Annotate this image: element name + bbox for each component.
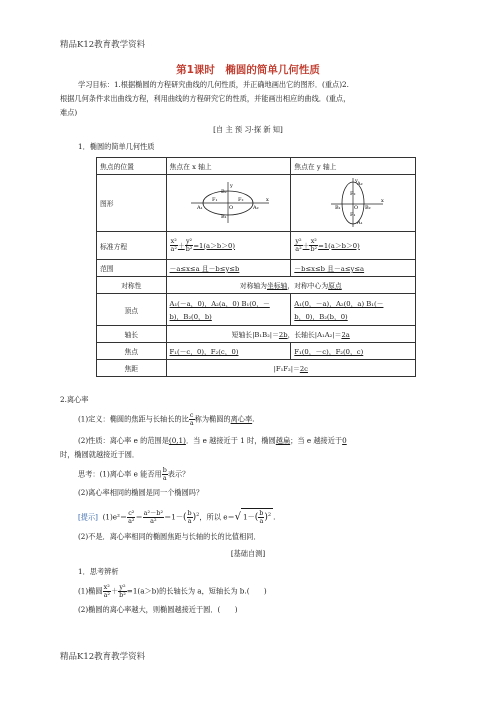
cell-label-figure: 图形 [97,175,167,232]
svg-text:y: y [230,183,234,189]
axis-long: 2a [341,331,350,339]
section-1-heading: 1．椭圆的简单几何性质 [78,142,155,151]
vertices-y-line-2: b，0)，B₂(b，0) [294,313,348,321]
cell-focus-y: F₁(0，－c)，F₂(0，c) [291,343,416,360]
table-row-axis-length [97,326,416,343]
symmetry-middle: ，对称中心为 [287,282,329,290]
table-row-range [97,260,416,277]
property-range: (0,1) [168,436,186,445]
question-1b: (2)椭圆的离心率越大，则椭圆越接近于圆．( ) [78,605,238,614]
cell-focal-distance [166,360,415,377]
think-line-2: (2)离心率相同的椭圆是同一个椭圆吗？ [78,488,204,497]
hint-text-a: (1)e²＝ [102,512,128,522]
cell-range-y: －b≤x≤b 且－a≤y≤a [291,260,416,277]
cell-range-x: －a≤x≤a 且－b≤y≤b [166,260,291,277]
cell-label-focal-distance: 焦距 [97,360,167,377]
axis-middle: ，长轴长|A₁A₂|＝ [287,331,342,339]
hint-text-b: ＝ [135,512,143,522]
lesson-title: 第1课时 椭圆的简单几何性质 [176,64,320,76]
ellipse-x-axis-figure [183,179,273,225]
focal-distance-prefix: |F₁F₂|＝ [273,365,300,373]
definition-text-a: (1)定义：椭圆的焦距与长轴长的比 [78,414,189,424]
page-header: 精品K12教育教学资料 [60,40,146,50]
objectives-line-3: 难点) [60,108,78,117]
definition-term: 离心率 [230,414,253,424]
svg-text:F₁: F₁ [350,212,356,218]
think-line-1: 思考：(1)离心率 e 能否用 $\frac{b}{a}$ 表示？ [78,466,190,482]
svg-text:y: y [355,178,358,184]
cell-label-focus: 焦点 [97,343,167,360]
hint-line-2: (2)不是．离心率相同的椭圆焦距与长轴的长的比值相同． [78,532,261,541]
think-text-b: 表示？ [167,469,190,479]
equation-y-tail: =1(a＞b＞0) [318,241,360,250]
svg-text:A₂: A₂ [357,181,363,187]
preview-heading: [自 主 预 习·探 新 知] [213,125,283,134]
cell-label-vertices: 顶点 [97,294,167,326]
svg-text:B₁: B₁ [335,205,341,211]
cell-label-range: 范围 [97,260,167,277]
svg-text:F₂: F₂ [350,191,356,197]
svg-text:B₁: B₁ [221,214,228,220]
svg-text:A₁: A₁ [357,220,363,226]
property-text-a: (2)性质：离心率 e 的范围是 [78,436,169,445]
symmetry-prefix: 对称轴为 [239,282,267,290]
property-flatter: 越扁 [275,436,291,445]
symmetry-center: 原点 [328,282,342,290]
vertices-y-line-1: A₁(0，－a)，A₂(0，a) B₁(－ [294,300,384,308]
property-text-c: ．当 e 越接近于 1 时，椭圆 [185,436,276,445]
ellipse-properties-table [96,157,416,377]
cell-axis-length [166,326,415,343]
focal-distance-value: 2c [299,365,308,373]
symmetry-axis: 坐标轴 [266,282,288,290]
property-zero: 0 [342,436,347,445]
question-1a: (1)椭圆 $\frac{\text{x²}}{\text{a²}}$ ＋ $\frac{\text{y²}}{\text{b²}}$ =1(a＞b)的长轴长为 a，短轴长为 b.( ) [78,583,267,599]
vertices-x-line-1: A₁(－a，0)，A₂(a，0) B₁(0，－ [169,300,270,308]
ellipse-y-axis-figure [313,176,393,228]
hint-text-d: ，所以 e＝ [199,512,235,522]
cell-equation-y: $\frac{\text{y²}}{\text{a²}}$ ＋ $\frac{\text{x²}}{\text{b²}}$ =1(a＞b＞0) [291,232,416,260]
hint-text-e: 1－ [243,512,255,522]
basic-test-heading: [基础自测] [230,549,266,558]
hint-label: [提示] [78,512,98,522]
cell-header-y-axis: 焦点在 y 轴上 [291,158,416,175]
cell-header-position: 焦点的位置 [97,158,167,175]
property-line-2: 时，椭圆就越接近于圆． [60,450,140,459]
definition-period: . [252,414,255,424]
definition-line: (1)定义：椭圆的焦距与长轴长的比 $\frac{c}{a}$ 称为椭圆的离心率. [78,411,255,427]
svg-text:A₂: A₂ [253,205,260,211]
table-row-figure [97,175,416,232]
equation-x-tail: =1(a＞b＞0) [193,241,236,250]
section-2-heading: 2.离心率 [60,395,89,404]
table-row-focus [97,343,416,360]
svg-text:B₂: B₂ [365,205,371,211]
cell-vertices-y [291,294,416,326]
q1a-text-a: (1)椭圆 [78,586,103,596]
cell-focus-x: F₁(－c，0)，F₂(c，0) [166,343,291,360]
svg-text:B₂: B₂ [221,189,228,195]
cell-figure-y [291,175,416,232]
cell-header-x-axis: 焦点在 x 轴上 [166,158,291,175]
svg-text:O: O [229,205,234,211]
objectives-line-1: 学习目标：1.根据椭圆的方程研究曲线的几何性质，并正确地画出它的图形．(重点)2. [78,80,349,89]
svg-text:F₂: F₂ [238,197,244,203]
table-row-symmetry [97,277,416,294]
question-1-heading: 1．思考辨析 [78,567,119,576]
q1a-text-b: =1(a＞b)的长轴长为 a，短轴长为 b.( ) [126,586,267,596]
axis-prefix: 短轴长|B₁B₂|＝ [231,331,279,339]
hint-text-c: ＝1－ [164,512,184,522]
property-line-1 [78,435,347,447]
think-text-a: 思考：(1)离心率 e 能否用 [78,469,162,479]
objectives-line-2: 根据几何条件求出曲线方程，利用曲线的方程研究它的性质，并能画出相应的曲线．(重点， [60,94,351,103]
axis-short: 2b [278,331,288,339]
page-footer: 精品K12教育教学资料 [60,652,146,662]
cell-label-axis-length: 轴长 [97,326,167,343]
cell-equation-x: $\frac{\text{x²}}{\text{a²}}$ ＋ $\frac{\text{y²}}{\text{b²}}$ =1(a＞b＞0) [166,232,291,260]
table-row-vertices [97,294,416,326]
table-row-equation [97,232,416,260]
svg-text:x: x [381,198,384,204]
table-row-focal-distance [97,360,416,377]
svg-text:x: x [266,197,270,203]
property-text-e: ；当 e 越接近于 [290,436,343,445]
svg-text:F₁: F₁ [212,197,218,203]
svg-text:O: O [354,205,359,211]
hint-line: [提示] (1)e²＝ $\frac{\text{c²}}{\text{a²}}$ ＝ $\frac{\text{a²－b²}}{\text{a²}}$ ＝1－( $\frac{b}{a}$ )$^2$，所以 e＝√ 1－( $\frac{b}{a}$ )$^2$ . [78,508,276,525]
table-row-header [97,158,416,175]
cell-label-symmetry: 对称性 [97,277,167,294]
vertices-x-line-2: b)，B₂(0，b) [169,313,212,321]
cell-label-equation: 标准方程 [97,232,167,260]
definition-text-b: 称为椭圆的 [194,414,231,424]
cell-vertices-x [166,294,291,326]
cell-symmetry [166,277,415,294]
cell-figure-x [166,175,291,232]
svg-text:A₁: A₁ [197,205,204,211]
